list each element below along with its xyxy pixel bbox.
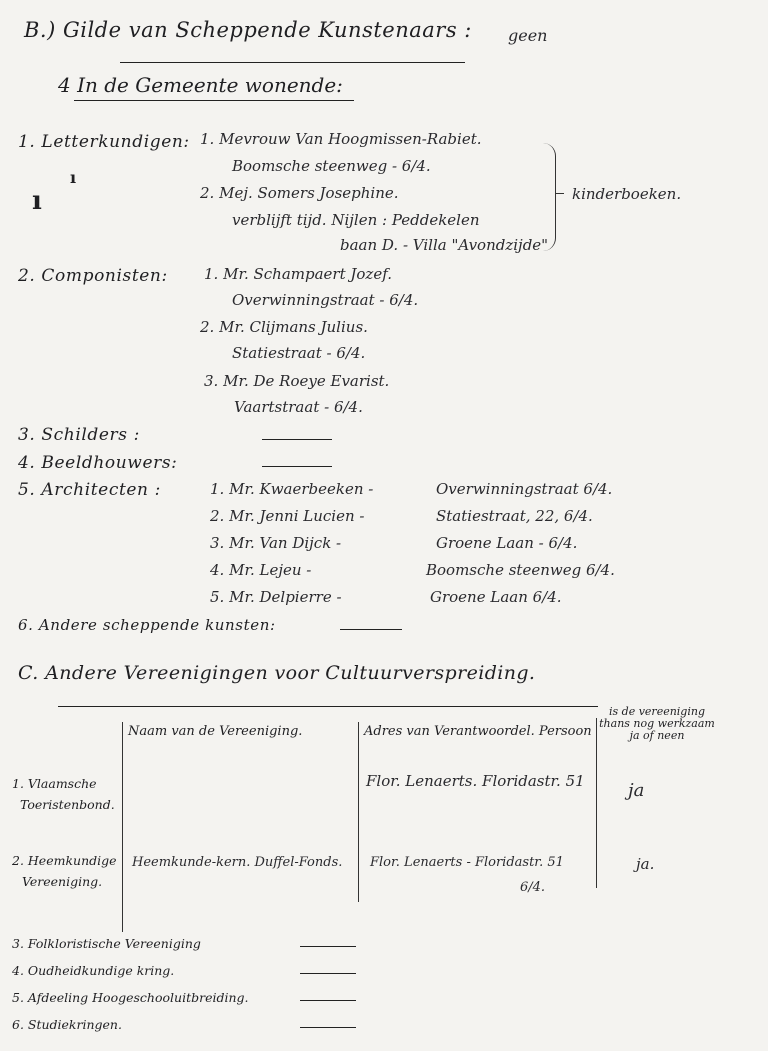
category-schilders: 3. Schilders : [18, 425, 140, 445]
ink-mark: ı [70, 168, 77, 187]
row-active: ja. [636, 855, 655, 873]
entry-line: Statiestraat - 6/4. [232, 344, 366, 362]
subheading: 4 In de Gemeente wonende: [58, 73, 343, 97]
blank-line [262, 439, 332, 440]
ink-mark: ı [32, 186, 42, 216]
category-componisten: 2. Componisten: [18, 266, 168, 286]
extra-row: 6. Studiekringen. [12, 1017, 122, 1032]
extra-row: 4. Oudheidkundige kring. [12, 963, 175, 978]
entry-line: 1. Mr. Schampaert Jozef. [204, 265, 392, 283]
section-b-underline [120, 62, 465, 63]
row-address: Flor. Lenaerts - Floridastr. 51 [370, 855, 564, 870]
architect-name: 4. Mr. Lejeu - [210, 561, 312, 579]
row-active: ja [628, 780, 645, 801]
section-b-heading: B.) Gilde van Scheppende Kunstenaars : [24, 18, 472, 42]
table-column-divider [596, 718, 597, 888]
entry-line: Overwinningstraat - 6/4. [232, 291, 419, 309]
extra-row: 3. Folkloristische Vereeniging [12, 936, 201, 951]
category-beeldhouwers: 4. Beeldhouwers: [18, 453, 178, 473]
section-c-underline [58, 706, 598, 707]
blank-line [300, 1027, 356, 1028]
column-header-name: Naam van de Vereeniging. [128, 724, 303, 739]
table-column-divider [122, 722, 123, 932]
brace [543, 143, 556, 251]
row-label: Vereeniging. [22, 874, 103, 889]
entry-line: baan D. - Villa "Avondzijde" [340, 236, 549, 254]
architect-name: 5. Mr. Delpierre - [210, 588, 342, 606]
table-column-divider [358, 722, 359, 902]
architect-address: Groene Laan 6/4. [430, 588, 562, 606]
category-andere: 6. Andere scheppende kunsten: [18, 616, 276, 634]
row-address: 6/4. [520, 880, 546, 895]
architect-name: 2. Mr. Jenni Lucien - [210, 507, 365, 525]
blank-line [340, 629, 402, 630]
architect-name: 1. Mr. Kwaerbeeken - [210, 480, 374, 498]
brace-note: kinderboeken. [572, 185, 682, 203]
category-architecten: 5. Architecten : [18, 480, 161, 500]
row-label: Toeristenbond. [20, 797, 115, 812]
blank-line [300, 946, 356, 947]
entry-line: 2. Mr. Clijmans Julius. [200, 318, 368, 336]
extra-row: 5. Afdeeling Hoogeschooluitbreiding. [12, 990, 249, 1005]
subheading-underline [74, 100, 354, 101]
column-header-active: is de vereeniging thans nog werkzaam ja of neen [599, 705, 715, 742]
architect-address: Statiestraat, 22, 6/4. [436, 507, 593, 525]
blank-line [300, 973, 356, 974]
section-c-heading: C. Andere Vereenigingen voor Cultuurverspreiding. [18, 662, 536, 684]
entry-line: 3. Mr. De Roeye Evarist. [204, 372, 390, 390]
blank-line [262, 466, 332, 467]
row-label: 2. Heemkundige [12, 853, 117, 868]
row-label: 1. Vlaamsche [12, 776, 97, 791]
entry-line: Vaartstraat - 6/4. [234, 398, 363, 416]
row-address: Flor. Lenaerts. Floridastr. 51 [366, 772, 585, 790]
section-b-answer: geen [508, 26, 548, 45]
architect-address: Boomsche steenweg 6/4. [426, 561, 615, 579]
entry-line: 2. Mej. Somers Josephine. [200, 184, 399, 202]
column-header-address: Adres van Verantwoordel. Persoon [364, 724, 592, 739]
entry-line: 1. Mevrouw Van Hoogmissen-Rabiet. [200, 130, 482, 148]
entry-line: Boomsche steenweg - 6/4. [232, 157, 431, 175]
architect-address: Overwinningstraat 6/4. [436, 480, 613, 498]
blank-line [300, 1000, 356, 1001]
entry-line: verblijft tijd. Nijlen : Peddekelen [232, 211, 480, 229]
category-letterkundigen: 1. Letterkundigen: [18, 132, 190, 152]
row-name: Heemkunde-kern. Duffel-Fonds. [132, 855, 343, 870]
architect-name: 3. Mr. Van Dijck - [210, 534, 342, 552]
architect-address: Groene Laan - 6/4. [436, 534, 578, 552]
